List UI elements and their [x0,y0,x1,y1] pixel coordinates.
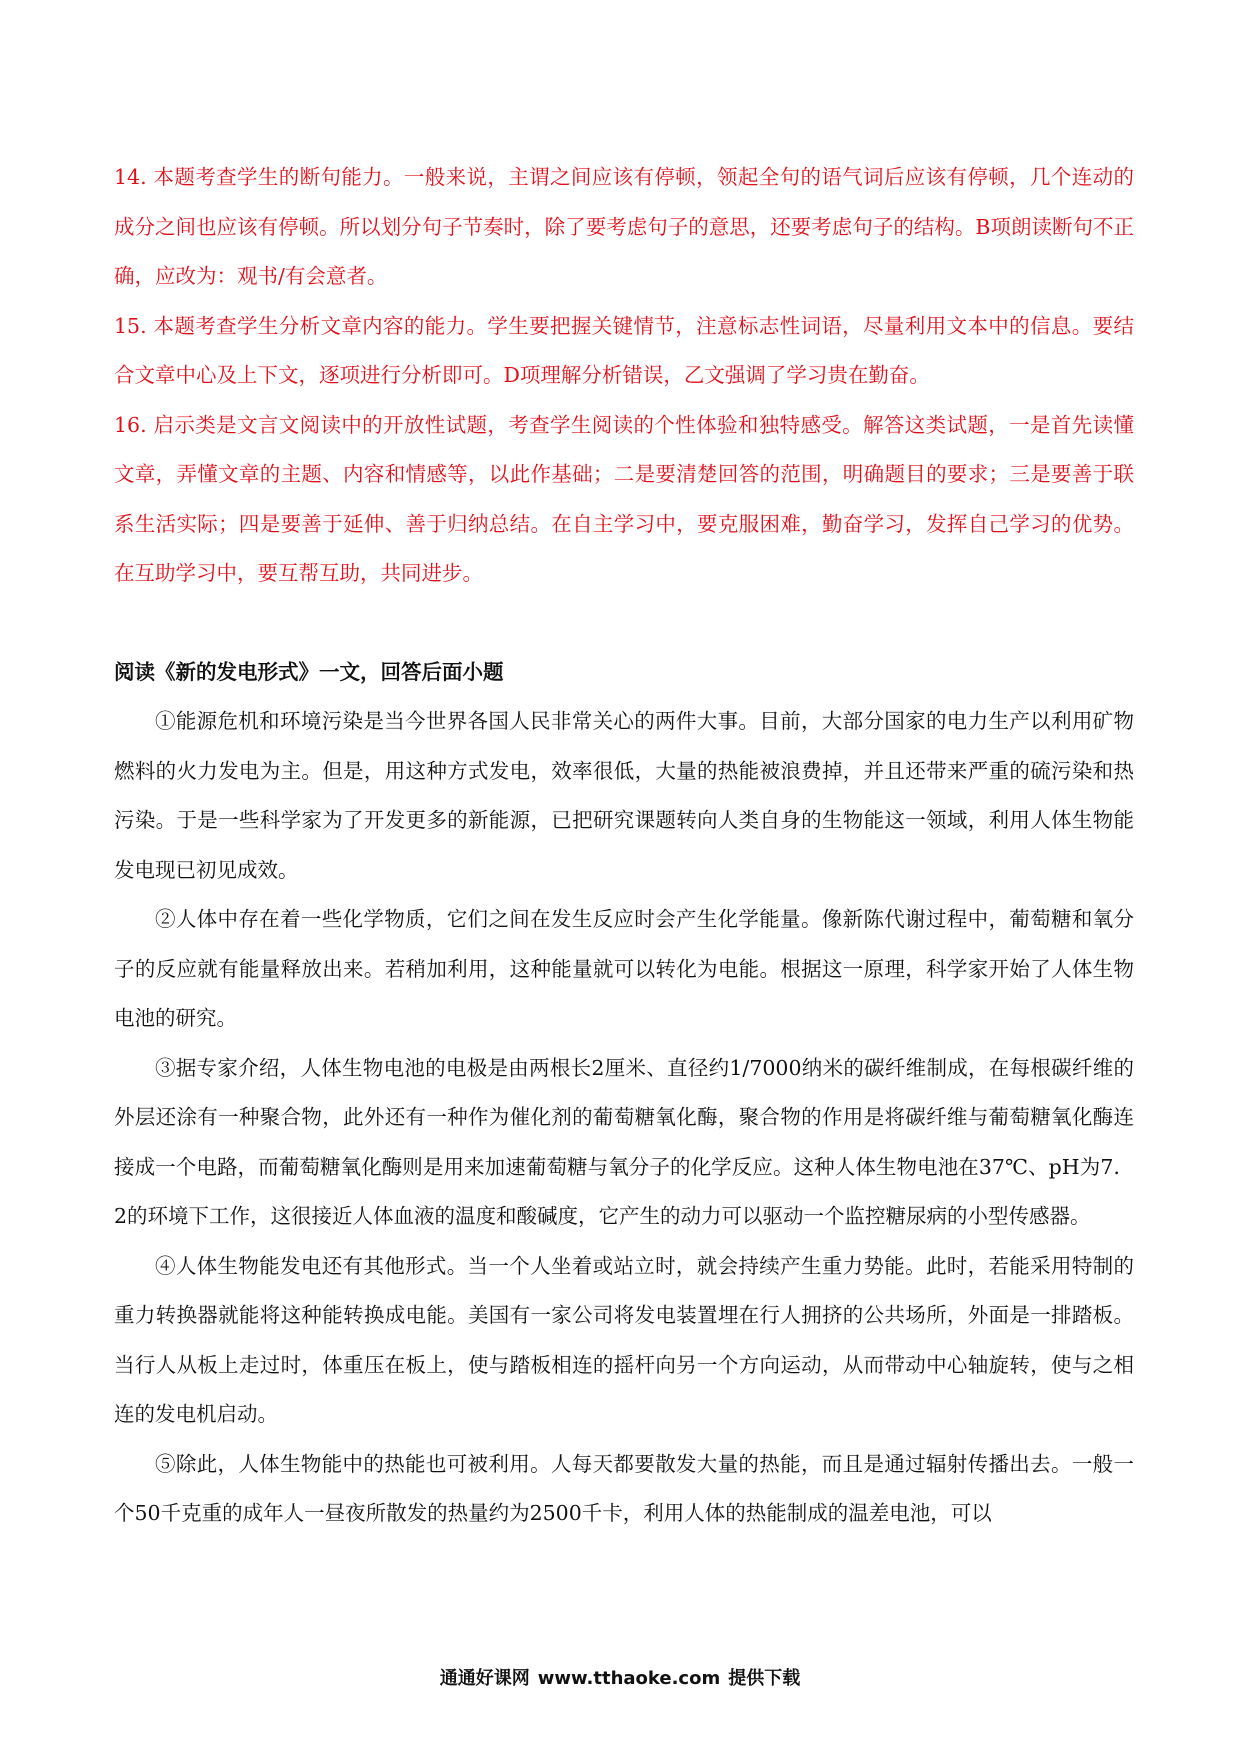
reading-title: 阅读《新的发电形式》一文，回答后面小题 [114,660,504,684]
footer-url[interactable]: www.tthaoke.com [537,1668,721,1689]
answer-14: 14. 本题考查学生的断句能力。一般来说，主谓之间应该有停顿，领起全句的语气词后应该有停顿，几个连动的成分之间也应该有停顿。所以划分句子节奏时，除了要考虑句子的意思，还要考虑句子的结构。B项朗读断句不正确，应改为：观书/有会意者。 [114,165,1134,288]
reading-section [114,648,1134,1539]
answer-15: 15. 本题考查学生分析文章内容的能力。学生要把握关键情节，注意标志性词语，尽量利用文本中的信息。要结合文章中心及上下文，逐项进行分析即可。D项理解分析错误，乙文强调了学习贵在勤奋。 [114,313,1134,387]
paragraph-3: ③据专家介绍，人体生物电池的电极是由两根长2厘米、直径约1/7000纳米的碳纤维制成，在每根碳纤维的外层还涂有一种聚合物，此外还有一种作为催化剂的葡萄糖氧化酶，聚合物的作用是将碳纤维与葡萄糖氧化酶连接成一个电路，而葡萄糖氧化酶则是用来加速葡萄糖与氧分子的化学反应。这种人体生物电池在37℃、pH为7．2的环境下工作，这很接近人体血液的温度和酸碱度，它产生的动力可以驱动一个监控糖尿病的小型传感器。 [114,1055,1134,1228]
answer-explanations [114,153,1134,599]
answer-16: 16. 启示类是文言文阅读中的开放性试题，考查学生阅读的个性体验和独特感受。解答这类试题，一是首先读懂文章，弄懂文章的主题、内容和情感等，以此作基础；二是要清楚回答的范围，明确题目的要求；三是要善于联系生活实际；四是要善于延伸、善于归纳总结。在自主学习中，要克服困难，勤奋学习，发挥自己学习的优势。在互助学习中，要互帮互助，共同进步。 [114,412,1134,585]
page-footer [0,1664,1240,1690]
paragraph-4: ④人体生物能发电还有其他形式。当一个人坐着或站立时，就会持续产生重力势能。此时，若能采用特制的重力转换器就能将这种能转换成电能。美国有一家公司将发电装置埋在行人拥挤的公共场所，外面是一排踏板。当行人从板上走过时，体重压在板上，使与踏板相连的摇杆向另一个方向运动，从而带动中心轴旋转，使与之相连的发电机启动。 [114,1253,1134,1426]
paragraph-5: ⑤除此，人体生物能中的热能也可被利用。人每天都要散发大量的热能，而且是通过辐射传播出去。一般一个50千克重的成年人一昼夜所散发的热量约为2500千卡，利用人体的热能制成的温差电池，可以 [114,1451,1134,1525]
paragraph-2: ②人体中存在着一些化学物质，它们之间在发生反应时会产生化学能量。像新陈代谢过程中，葡萄糖和氧分子的反应就有能量释放出来。若稍加利用，这种能量就可以转化为电能。根据这一原理，科学家开始了人体生物电池的研究。 [114,907,1134,1030]
paragraph-1: ①能源危机和环境污染是当今世界各国人民非常关心的两件大事。目前，大部分国家的电力生产以利用矿物燃料的火力发电为主。但是，用这种方式发电，效率很低，大量的热能被浪费掉，并且还带来严重的硫污染和热污染。于是一些科学家为了开发更多的新能源，已把研究课题转向人类自身的生物能这一领域，利用人体生物能发电现已初见成效。 [114,709,1134,882]
footer-suffix: 提供下载 [728,1668,801,1689]
footer-site-name: 通通好课网 [439,1668,530,1689]
